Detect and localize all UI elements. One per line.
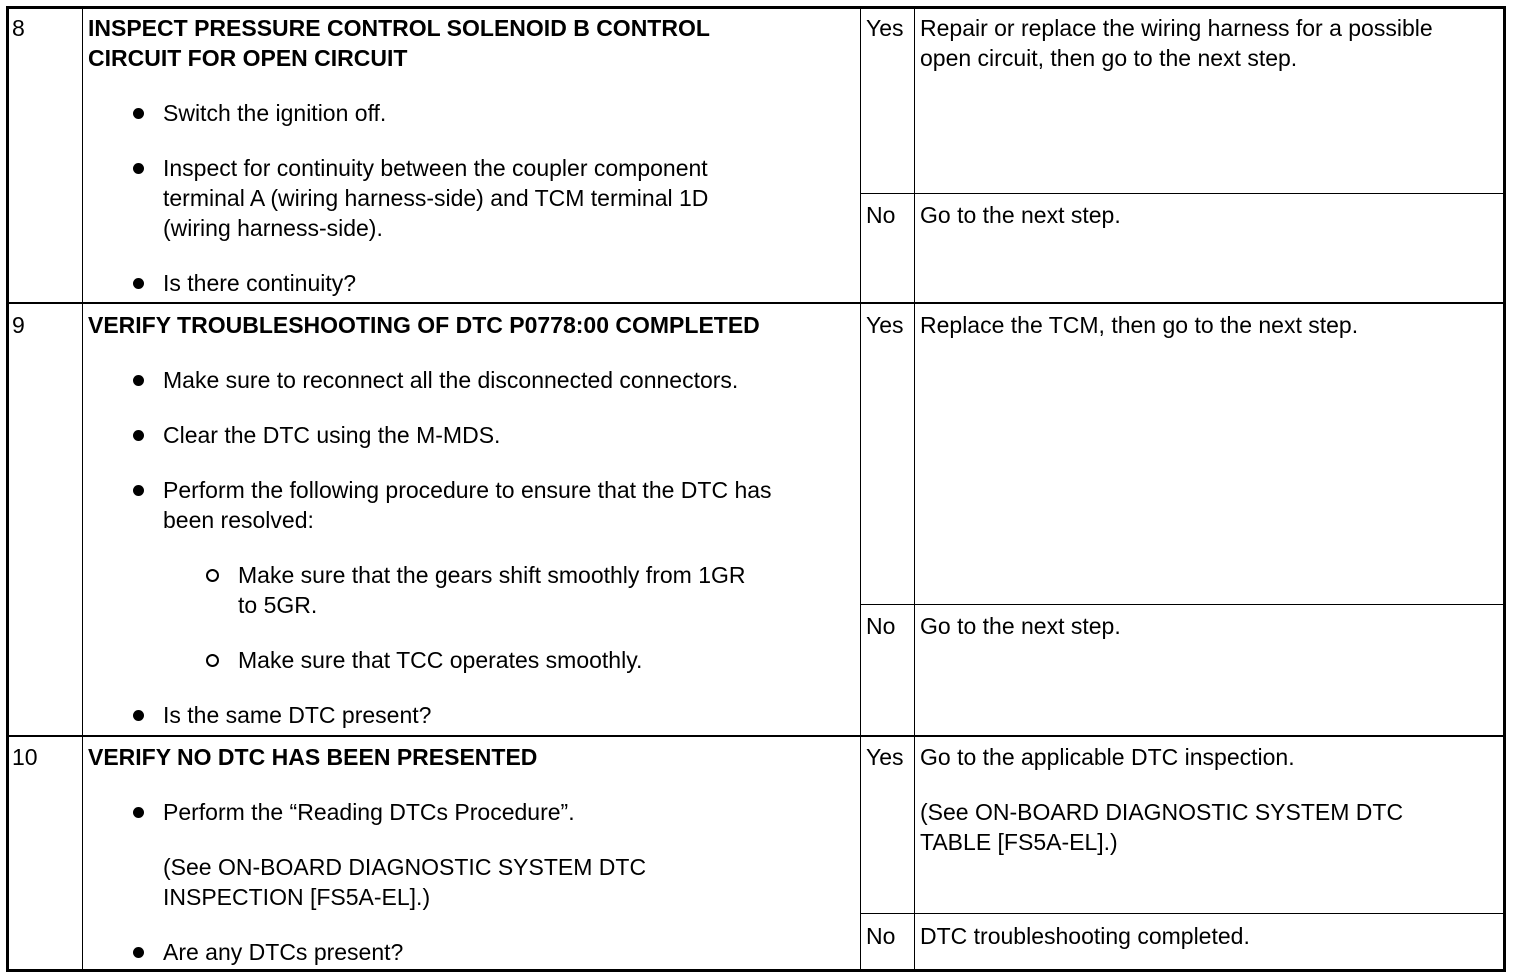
bullet-icon (133, 430, 144, 441)
bullet-icon (133, 375, 144, 386)
yes-no-divider (860, 913, 1505, 914)
bullet-icon (133, 108, 144, 119)
yes-no-divider (860, 193, 1505, 194)
step-item: Perform the following procedure to ensure that the DTC has (163, 477, 772, 503)
yes-action: open circuit, then go to the next step. (920, 45, 1298, 71)
row-divider (8, 735, 1505, 737)
column-divider (82, 8, 83, 971)
yes-action: Replace the TCM, then go to the next step. (920, 312, 1359, 338)
yes-action: Repair or replace the wiring harness for a possible (920, 15, 1433, 41)
step-number: 10 (12, 744, 38, 770)
sub-bullet-icon (206, 654, 219, 667)
yes-no-divider (860, 604, 1505, 605)
step-item: been resolved: (163, 507, 314, 533)
step-note: (See ON-BOARD DIAGNOSTIC SYSTEM DTC (163, 854, 647, 880)
step-title: INSPECT PRESSURE CONTROL SOLENOID B CONTROL (88, 15, 710, 41)
step-number: 8 (12, 15, 25, 41)
yes-action: Go to the applicable DTC inspection. (920, 744, 1295, 770)
no-label: No (866, 202, 896, 228)
no-action: Go to the next step. (920, 202, 1121, 228)
step-item: Are any DTCs present? (163, 939, 404, 965)
column-divider (860, 8, 861, 971)
sub-bullet-icon (206, 569, 219, 582)
step-item: Perform the “Reading DTCs Procedure”. (163, 799, 575, 825)
step-item: Clear the DTC using the M-MDS. (163, 422, 501, 448)
no-action: DTC troubleshooting completed. (920, 923, 1250, 949)
bullet-icon (133, 947, 144, 958)
no-label: No (866, 613, 896, 639)
step-title: CIRCUIT FOR OPEN CIRCUIT (88, 45, 408, 71)
yes-label: Yes (866, 312, 904, 338)
step-item: Inspect for continuity between the coupler component (163, 155, 708, 181)
step-item: (wiring harness-side). (163, 215, 383, 241)
step-title: VERIFY NO DTC HAS BEEN PRESENTED (88, 744, 538, 770)
no-action: Go to the next step. (920, 613, 1121, 639)
step-item: Is there continuity? (163, 270, 357, 296)
bullet-icon (133, 485, 144, 496)
bullet-icon (133, 807, 144, 818)
bullet-icon (133, 163, 144, 174)
step-note: INSPECTION [FS5A-EL].) (163, 884, 431, 910)
yes-label: Yes (866, 744, 904, 770)
step-subitem: Make sure that the gears shift smoothly from 1GR (238, 562, 746, 588)
step-subitem: Make sure that TCC operates smoothly. (238, 647, 643, 673)
yes-note: TABLE [FS5A-EL].) (920, 829, 1118, 855)
step-subitem: to 5GR. (238, 592, 318, 618)
yes-label: Yes (866, 15, 904, 41)
step-item: Switch the ignition off. (163, 100, 387, 126)
no-label: No (866, 923, 896, 949)
yes-note: (See ON-BOARD DIAGNOSTIC SYSTEM DTC (920, 799, 1404, 825)
step-number: 9 (12, 312, 25, 338)
step-item: terminal A (wiring harness-side) and TCM terminal 1D (163, 185, 709, 211)
step-item: Is the same DTC present? (163, 702, 432, 728)
step-title: VERIFY TROUBLESHOOTING OF DTC P0778:00 COMPLETED (88, 312, 760, 338)
bullet-icon (133, 278, 144, 289)
step-item: Make sure to reconnect all the disconnected connectors. (163, 367, 739, 393)
bullet-icon (133, 710, 144, 721)
column-divider (914, 8, 915, 971)
row-divider (8, 302, 1505, 304)
